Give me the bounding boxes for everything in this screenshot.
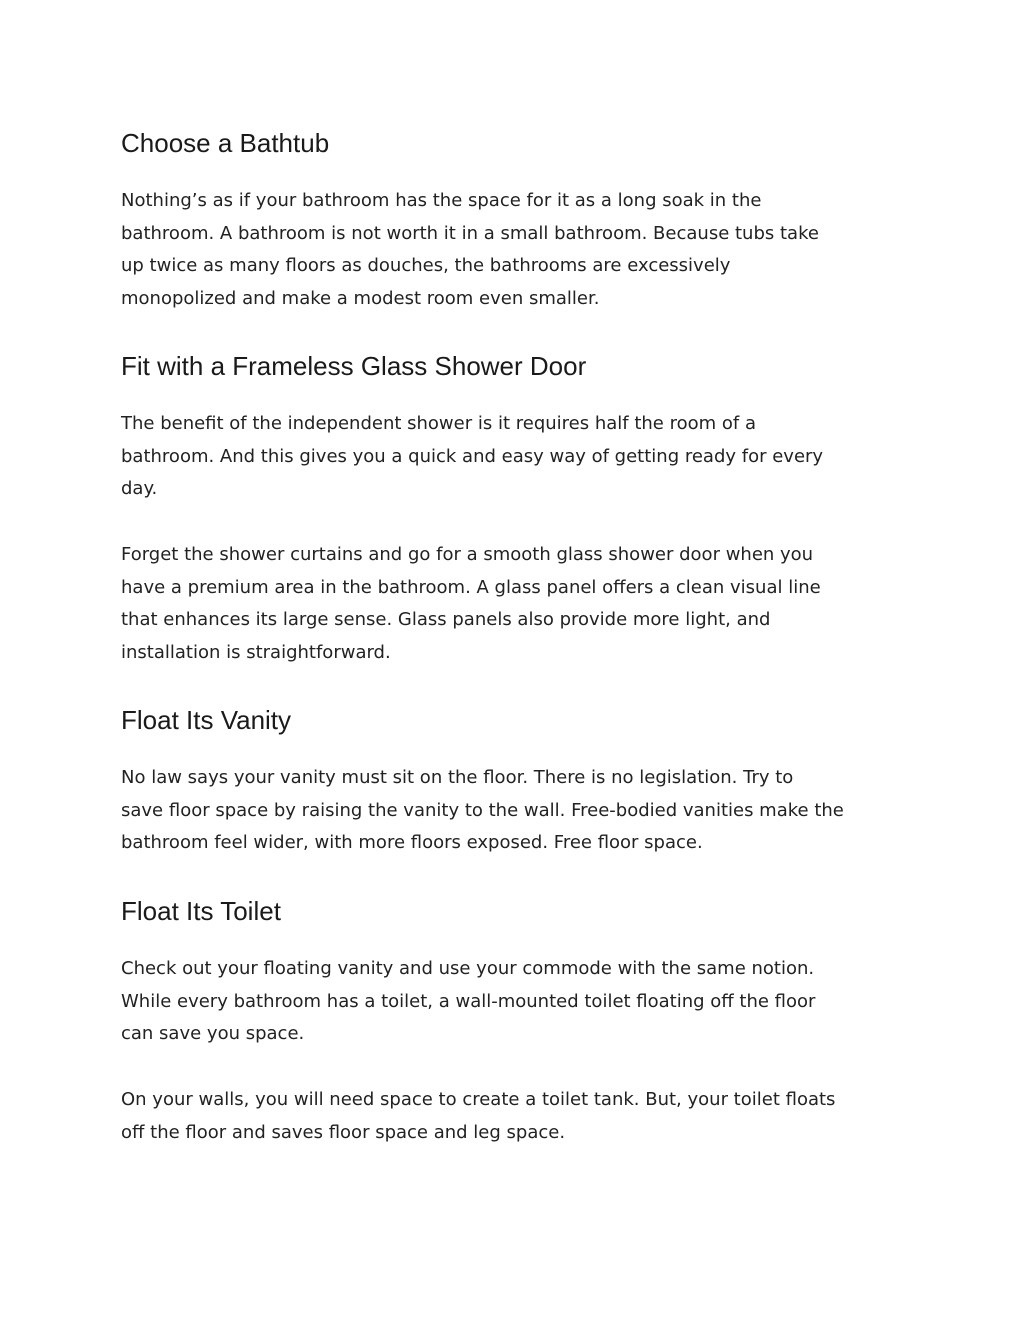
paragraph-line: can save you space. (121, 1023, 305, 1045)
paragraph-line: The benefit of the independent shower is it requires half the room of a (121, 413, 756, 434)
section-paragraph (121, 408, 911, 506)
section-paragraph (121, 185, 911, 315)
section-paragraph (121, 1084, 911, 1149)
paragraph-line: day. (121, 478, 158, 500)
paragraph-line: installation is straightforward. (121, 641, 391, 663)
paragraph-line: bathroom feel wider, with more floors exposed. Free floor space. (121, 832, 703, 854)
paragraph-line: Check out your floating vanity and use your commode with the same notion. (121, 958, 815, 979)
paragraph-line: Forget the shower curtains and go for a smooth glass shower door when you (121, 544, 814, 565)
section-heading-toilet: Float Its Toilet (121, 896, 281, 926)
paragraph-line: On your walls, you will need space to create a toilet tank. But, your toilet floats (121, 1089, 836, 1110)
paragraph-line: off the floor and saves floor space and leg space. (121, 1121, 566, 1143)
paragraph-line: save floor space by raising the vanity to the wall. Free-bodied vanities make the (121, 799, 844, 821)
paragraph-line: Nothing’s as if your bathroom has the space for it as a long soak in the (121, 190, 762, 211)
paragraph-line: No law says your vanity must sit on the floor. There is no legislation. Try to (121, 767, 794, 788)
paragraph-line: bathroom. And this gives you a quick and easy way of getting ready for every (121, 445, 824, 467)
paragraph-line: have a premium area in the bathroom. A glass panel offers a clean visual line (121, 576, 821, 598)
paragraph-line: While every bathroom has a toilet, a wall-mounted toilet floating off the floor (121, 990, 816, 1012)
paragraph-line: monopolized and make a modest room even smaller. (121, 287, 600, 309)
paragraph-line: up twice as many floors as douches, the bathrooms are excessively (121, 255, 731, 277)
section-paragraph (121, 539, 911, 669)
section-heading-bathtub: Choose a Bathtub (121, 128, 330, 158)
section-heading-shower-door: Fit with a Frameless Glass Shower Door (121, 351, 587, 381)
section-paragraph (121, 953, 911, 1051)
paragraph-line: bathroom. A bathroom is not worth it in a small bathroom. Because tubs take (121, 222, 819, 244)
section-heading-vanity: Float Its Vanity (121, 705, 292, 735)
section-paragraph (121, 762, 911, 860)
paragraph-line: that enhances its large sense. Glass panels also provide more light, and (121, 609, 771, 631)
